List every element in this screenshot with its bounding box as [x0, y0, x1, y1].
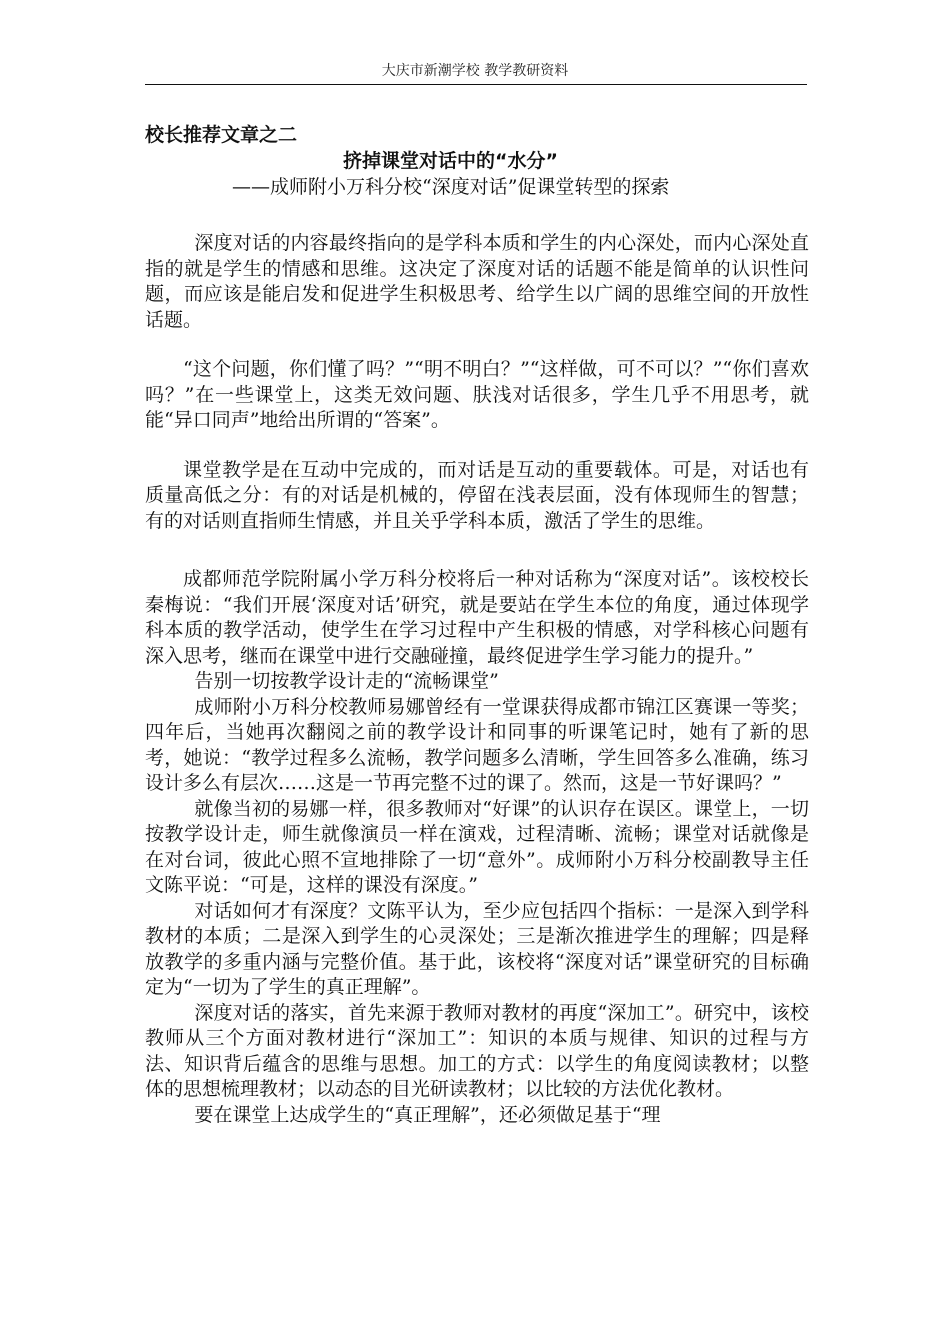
paragraph: 要在课堂上达成学生的“真正理解”，还必须做足基于“理 [194, 1103, 661, 1126]
paragraph: 就像当初的易娜一样，很多教师对“好课”的认识存在误区。课堂上，一切按教学设计走，师生就像演员一样在演戏，过程清晰、流畅；课堂对话就像是在对台词，彼此心照不宣地排除了一切“意外”。成师附小万科分校副教导主任文陈平说：“可是，这样的课没有深度。” [145, 797, 809, 896]
header-divider [145, 84, 807, 85]
article-subtitle: ——成师附小万科分校“深度对话”促课堂转型的探索 [232, 176, 670, 198]
section-heading: 告别一切按教学设计走的“流畅课堂” [194, 670, 499, 692]
page-header: 大庆市新潮学校 教学教研资料 [381, 63, 569, 79]
paragraph: 深度对话的落实，首先来源于教师对教材的再度“深加工”。研究中，该校教师从三个方面对教材进行“深加工”：知识的本质与规律、知识的过程与方法、知识背后蕴含的思维与思想。加工的方式：以学生的角度阅读教材；以整体的思想梳理教材；以动态的目光研读教材；以比较的方法优化教材。 [145, 1001, 809, 1100]
paragraph: 成都师范学院附属小学万科分校将后一种对话称为“深度对话”。该校校长秦梅说：“我们开展‘深度对话’研究，就是要站在学生本位的角度，通过体现学科本质的教学活动，使学生在学习过程中产生积极的情感，对学科核心问题有深入思考，继而在课堂中进行交融碰撞，最终促进学生学习能力的提升。” [145, 568, 809, 667]
article-title: 挤掉课堂对话中的“水分” [343, 150, 558, 172]
article [145, 122, 809, 1128]
article-series-label: 校长推荐文章之二 [145, 124, 298, 146]
paragraph: 课堂教学是在互动中完成的，而对话是互动的重要载体。可是，对话也有质量高低之分：有的对话是机械的，停留在浅表层面，没有体现师生的智慧；有的对话则直指师生情感，并且关乎学科本质，激活了学生的思维。 [145, 458, 809, 532]
paragraph: 对话如何才有深度？文陈平认为，至少应包括四个指标：一是深入到学科教材的本质；二是深入到学生的心灵深处；三是渐次推进学生的理解；四是释放教学的多重内涵与完整价值。基于此，该校将“深度对话”课堂研究的目标确定为“一切为了学生的真正理解”。 [145, 899, 809, 998]
paragraph: 成师附小万科分校教师易娜曾经有一堂课获得成都市锦江区赛课一等奖；四年后，当她再次翻阅之前的教学设计和同事的听课笔记时，她有了新的思考，她说：“教学过程多么流畅，教学问题多么清晰，学生回答多么准确，练习设计多么有层次……这是一节再完整不过的课了。然而，这是一节好课吗？” [145, 695, 809, 794]
paragraph: 深度对话的内容最终指向的是学科本质和学生的内心深处，而内心深处直指的就是学生的情感和思维。这决定了深度对话的话题不能是简单的认识性问题，而应该是能启发和促进学生积极思考、给学生以广阔的思维空间的开放性话题。 [145, 232, 809, 331]
paragraph: “这个问题，你们懂了吗？”“明不明白？”“这样做，可不可以？”“你们喜欢吗？”在一些课堂上，这类无效问题、肤浅对话很多，学生几乎不用思考，就能“异口同声”地给出所谓的“答案”。 [145, 358, 809, 431]
